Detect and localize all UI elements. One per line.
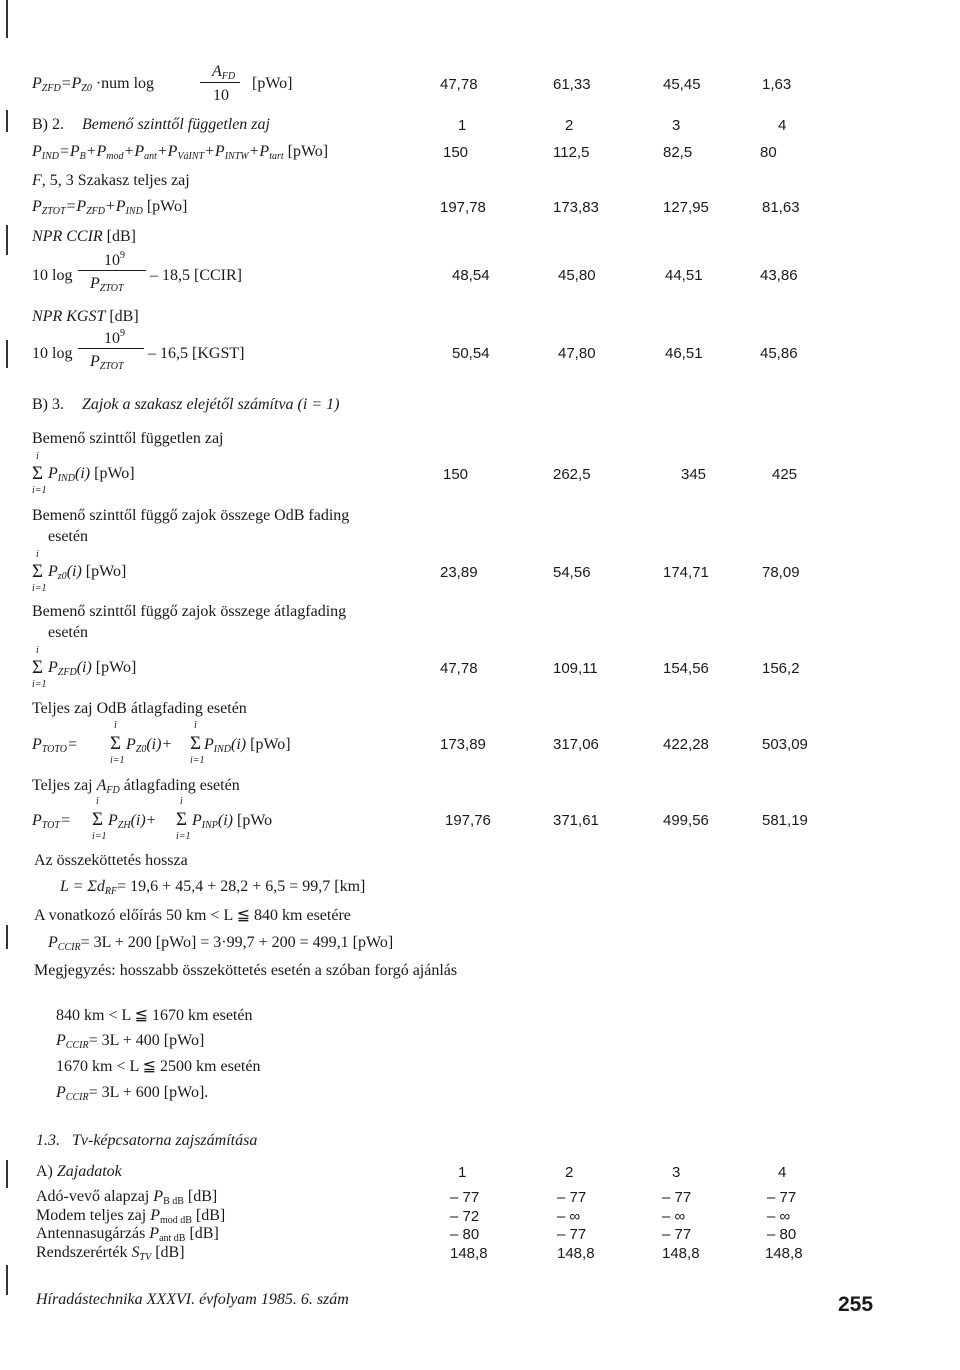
- sum-top: i: [36, 451, 39, 462]
- sum-bottom: i=1: [92, 831, 107, 842]
- ccir-den: PZTOT: [90, 275, 124, 294]
- ccir-value-2: 45,80: [558, 267, 596, 284]
- footer-journal: Híradástechnika XXXVI. évfolyam 1985. 6. szám: [36, 1291, 349, 1308]
- sum-pz0-value-3: 174,71: [663, 564, 709, 581]
- sum-pind-value-3: 345: [681, 466, 707, 483]
- tv-row-label: Modem teljes zaj Pmod dB [dB]: [36, 1207, 226, 1226]
- ptot-term1: PZH(i)+: [108, 812, 157, 831]
- pztot-value-1: 197,78: [440, 199, 486, 216]
- sum-top: i: [96, 796, 99, 807]
- kgst-value-4: 45,86: [760, 345, 798, 362]
- tv-row-label: Rendszerérték STV [dB]: [36, 1244, 185, 1263]
- sum-bottom: i=1: [190, 755, 205, 766]
- tv-value: – 77: [557, 1226, 587, 1243]
- depavg-line1: Bemenő szinttől függő zajok összege átlagfading: [32, 603, 347, 620]
- sigma-icon: Σ: [32, 657, 44, 678]
- indep-label: Bemenő szinttől független zaj: [32, 430, 224, 447]
- range2-formula: PCCIR= 3L + 600 [pWo].: [56, 1084, 209, 1103]
- sigma-icon: Σ: [32, 463, 44, 484]
- sum-pzfd-value-1: 47,78: [440, 660, 478, 677]
- range1-formula: PCCIR= 3L + 400 [pWo]: [56, 1032, 205, 1051]
- pztot-value-2: 173,83: [553, 199, 599, 216]
- ptoto-term2: PIND(i) [pWo]: [204, 736, 291, 755]
- tv-value: – 77: [662, 1189, 692, 1206]
- pzfd-value-1: 47,78: [440, 76, 478, 93]
- note-label: Megjegyzés: hosszabb összeköttetés esetén a szóban forgó ajánlás: [34, 962, 458, 979]
- ccir-value-4: 43,86: [760, 267, 798, 284]
- sum-top: i: [36, 645, 39, 656]
- range2-label: 1670 km < L ≦ 2500 km esetén: [56, 1058, 261, 1075]
- sum-bottom: i=1: [110, 755, 125, 766]
- ccir-num: $10^9$: [104, 250, 125, 269]
- fraction-bar: [78, 270, 146, 271]
- pind-value-4: 80: [760, 144, 777, 161]
- sum-pz0-value-2: 54,56: [553, 564, 591, 581]
- margin-mark: [6, 110, 8, 132]
- npr-ccir-label: NPR CCIR [dB]: [32, 228, 136, 245]
- ccir-rest: – 18,5 [CCIR]: [150, 267, 242, 284]
- kgst-value-3: 46,51: [665, 345, 703, 362]
- margin-mark: [6, 1265, 8, 1295]
- sigma-icon: Σ: [92, 809, 104, 830]
- pzfd-value-3: 45,45: [663, 76, 701, 93]
- kgst-log: 10 log: [32, 345, 73, 362]
- pztot-value-3: 127,95: [663, 199, 709, 216]
- fraction-bar: [78, 348, 144, 349]
- pzfd-value-4: 1,63: [762, 76, 792, 93]
- section-b2-title: Bemenő szinttől független zaj: [82, 116, 270, 133]
- conn-formula: L = ΣdRF= 19,6 + 45,4 + 28,2 + 6,5 = 99,7 [km]: [60, 878, 366, 897]
- section-b3-label: B) 3.: [32, 396, 64, 413]
- kgst-num: $10^9$: [104, 328, 125, 347]
- pind-value-2: 112,5: [553, 144, 590, 161]
- col-header-2: 2: [565, 117, 574, 134]
- tv-value: 148,8: [450, 1245, 488, 1262]
- fraction-bar: [200, 82, 240, 83]
- sum-pind-value-4: 425: [772, 466, 798, 483]
- sum-pz0-term: Pz0(i) [pWo]: [48, 563, 127, 582]
- sigma-icon: Σ: [110, 733, 122, 754]
- sum-pind-value-2: 262,5: [553, 466, 591, 483]
- sum-pzfd-term: PZFD(i) [pWo]: [48, 659, 137, 678]
- depavg-line2: esetén: [48, 624, 88, 641]
- col-header-3: 3: [672, 117, 681, 134]
- tv-value: – 77: [662, 1226, 692, 1243]
- pzfd-value-2: 61,33: [553, 76, 591, 93]
- section-b2-label: B) 2.: [32, 116, 64, 133]
- tv-col-2: 2: [565, 1164, 574, 1181]
- page-number: 255: [838, 1293, 874, 1316]
- sum-bottom: i=1: [32, 583, 47, 594]
- tv-value: – 80: [767, 1226, 797, 1243]
- margin-mark: [6, 925, 8, 949]
- totalafd-label: Teljes zaj AFD átlagfading esetén: [32, 777, 240, 796]
- margin-mark: [6, 340, 8, 368]
- tv-col-4: 4: [778, 1164, 787, 1181]
- dep0-line1: Bemenő szinttől függő zajok összege OdB fading: [32, 507, 350, 524]
- section-13-label: 1.3.: [36, 1132, 60, 1149]
- sum-pind-term: PIND(i) [pWo]: [48, 465, 135, 484]
- tv-head-label: A) Zajadatok: [36, 1163, 122, 1180]
- sum-bottom: i=1: [32, 679, 47, 690]
- ptoto-value-3: 422,28: [663, 736, 709, 753]
- conn-label: Az összeköttetés hossza: [34, 852, 188, 869]
- kgst-value-2: 47,80: [558, 345, 596, 362]
- tv-value: – ∞: [767, 1208, 791, 1225]
- col-header-1: 1: [458, 117, 467, 134]
- ccir-log: 10 log: [32, 267, 73, 284]
- tv-value: 148,8: [662, 1245, 700, 1262]
- ccir-value-3: 44,51: [665, 267, 703, 284]
- ptot-value-2: 371,61: [553, 812, 599, 829]
- ptot-lhs: PTOT=: [32, 812, 71, 831]
- sigma-icon: Σ: [32, 561, 44, 582]
- ptoto-lhs: PTOTO=: [32, 736, 78, 755]
- pztot-formula: PZTOT=PZFD+PIND [pWo]: [32, 198, 188, 217]
- tv-value: – 77: [767, 1189, 797, 1206]
- margin-mark: [6, 1160, 8, 1188]
- tv-value: 148,8: [557, 1245, 595, 1262]
- tv-value: – ∞: [662, 1208, 686, 1225]
- sum-bottom: i=1: [32, 485, 47, 496]
- sum-pzfd-value-4: 156,2: [762, 660, 800, 677]
- npr-kgst-label: NPR KGST [dB]: [32, 308, 139, 325]
- pzfd-formula: PZFD=PZ0 ·num log: [32, 75, 155, 94]
- sigma-icon: Σ: [176, 809, 188, 830]
- sum-pind-value-1: 150: [443, 466, 469, 483]
- section-13-title: Tv-képcsatorna zajszámítása: [72, 1132, 258, 1149]
- range1-label: 840 km < L ≦ 1670 km esetén: [56, 1007, 253, 1024]
- pind-formula: PIND=PB+Pmod+Pant+PVáINT+PINTW+Ptart [pWo]: [32, 143, 329, 162]
- ptot-value-4: 581,19: [762, 812, 808, 829]
- pztot-value-4: 81,63: [762, 199, 800, 216]
- section-b3-title: Zajok a szakasz elejétől számítva (i = 1): [82, 396, 340, 413]
- sum-pz0-value-4: 78,09: [762, 564, 800, 581]
- total0-label: Teljes zaj OdB átlagfading esetén: [32, 700, 247, 717]
- kgst-rest: – 16,5 [KGST]: [148, 345, 245, 362]
- ptoto-value-1: 173,89: [440, 736, 486, 753]
- spec-formula: PCCIR= 3L + 200 [pWo] = 3·99,7 + 200 = 499,1 [pWo]: [48, 934, 394, 953]
- ptoto-term1: PZ0(i)+: [126, 736, 173, 755]
- sum-top: i: [114, 720, 117, 731]
- tv-value: – 80: [450, 1226, 480, 1243]
- dep0-line2: esetén: [48, 528, 88, 545]
- kgst-den: PZTOT: [90, 353, 124, 372]
- pzfd-frac-den: 10: [213, 87, 229, 104]
- ptot-term2: PINP(i) [pWo: [192, 812, 273, 831]
- ptot-value-3: 499,56: [663, 812, 709, 829]
- ptoto-value-4: 503,09: [762, 736, 808, 753]
- sum-top: i: [36, 549, 39, 560]
- ptoto-value-2: 317,06: [553, 736, 599, 753]
- ptot-value-1: 197,76: [445, 812, 491, 829]
- sum-top: i: [180, 796, 183, 807]
- pind-value-3: 82,5: [663, 144, 693, 161]
- sum-pzfd-value-2: 109,11: [553, 660, 598, 677]
- tv-value: – 77: [557, 1189, 587, 1206]
- sum-pz0-value-1: 23,89: [440, 564, 478, 581]
- tv-value: 148,8: [765, 1245, 803, 1262]
- tv-row-label: Adó-vevő alapzaj PB dB [dB]: [36, 1188, 218, 1207]
- pzfd-unit: [pWo]: [252, 75, 293, 92]
- ccir-value-1: 48,54: [452, 267, 490, 284]
- sum-bottom: i=1: [176, 831, 191, 842]
- sum-top: i: [194, 720, 197, 731]
- tv-col-1: 1: [458, 1164, 467, 1181]
- tv-value: – ∞: [557, 1208, 581, 1225]
- tv-col-3: 3: [672, 1164, 681, 1181]
- sigma-icon: Σ: [190, 733, 202, 754]
- pind-value-1: 150: [443, 144, 469, 161]
- tv-row-label: Antennasugárzás Pant dB [dB]: [36, 1225, 219, 1244]
- sum-pzfd-value-3: 154,56: [663, 660, 709, 677]
- section-f53-label: F, 5, 3 Szakasz teljes zaj: [32, 172, 190, 189]
- tv-value: – 77: [450, 1189, 480, 1206]
- pzfd-frac-num: AFD: [212, 63, 236, 82]
- margin-mark: [6, 225, 8, 255]
- kgst-value-1: 50,54: [452, 345, 490, 362]
- spec-label: A vonatkozó előírás 50 km < L ≦ 840 km esetére: [34, 907, 351, 924]
- margin-mark: [6, 0, 8, 38]
- tv-value: – 72: [450, 1208, 480, 1225]
- col-header-4: 4: [778, 117, 787, 134]
